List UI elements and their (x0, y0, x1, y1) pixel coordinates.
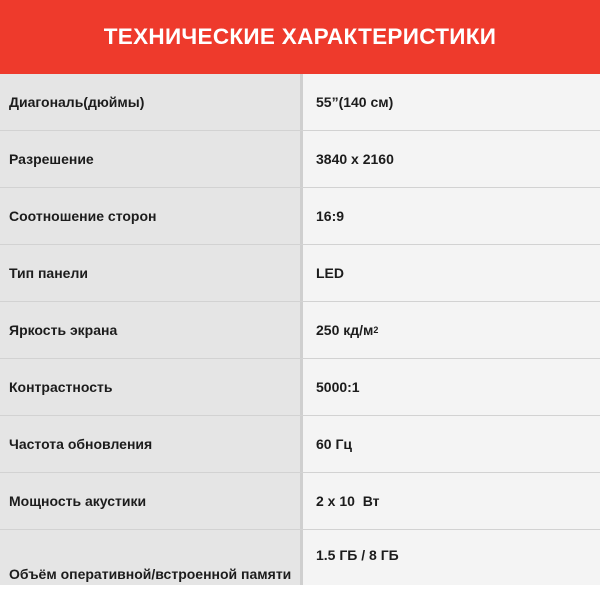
page-title: ТЕХНИЧЕСКИЕ ХАРАКТЕРИСТИКИ (103, 24, 497, 49)
spec-value-text: 55”(140 см) (316, 94, 394, 110)
spec-row-contrast (0, 359, 600, 416)
spec-row-brightness (0, 302, 600, 359)
spec-label: Тип панели (0, 245, 300, 301)
spec-label: Соотношение сторон (0, 188, 300, 244)
specs-table (0, 74, 600, 585)
spec-value (303, 416, 600, 472)
spec-value-text: 5000:1 (316, 379, 360, 395)
spec-value-text: LED (316, 265, 344, 281)
spec-value (303, 131, 600, 187)
spec-row-audio-power (0, 473, 600, 530)
spec-value-text: 3840 x 2160 (316, 151, 394, 167)
spec-label: Объём оперативной/встроенной памяти (0, 530, 300, 585)
spec-value (303, 74, 600, 130)
spec-row-refresh-rate (0, 416, 600, 473)
spec-label: Разрешение (0, 131, 300, 187)
spec-value (303, 473, 600, 529)
header-banner (0, 0, 600, 74)
spec-label: Мощность акустики (0, 473, 300, 529)
spec-value-text: 2 x 10 Вт (316, 493, 380, 509)
spec-label: Яркость экрана (0, 302, 300, 358)
spec-row-diagonal (0, 74, 600, 131)
spec-row-panel-type (0, 245, 600, 302)
spec-label: Частота обновления (0, 416, 300, 472)
spec-value-text: 250 кд/м (316, 322, 374, 338)
spec-value-text: 1.5 ГБ / 8 ГБ (316, 547, 399, 563)
spec-row-aspect-ratio (0, 188, 600, 245)
spec-value (303, 245, 600, 301)
spec-row-resolution (0, 131, 600, 188)
spec-label: Диагональ(дюймы) (0, 74, 300, 130)
spec-value-text: 16:9 (316, 208, 345, 224)
spec-row-memory (0, 530, 600, 585)
spec-label: Контрастность (0, 359, 300, 415)
spec-value (303, 530, 600, 585)
spec-value (303, 359, 600, 415)
spec-value-text: 60 Гц (316, 436, 353, 452)
spec-value: 250 кд/м 2 (303, 302, 600, 358)
spec-value (303, 188, 600, 244)
